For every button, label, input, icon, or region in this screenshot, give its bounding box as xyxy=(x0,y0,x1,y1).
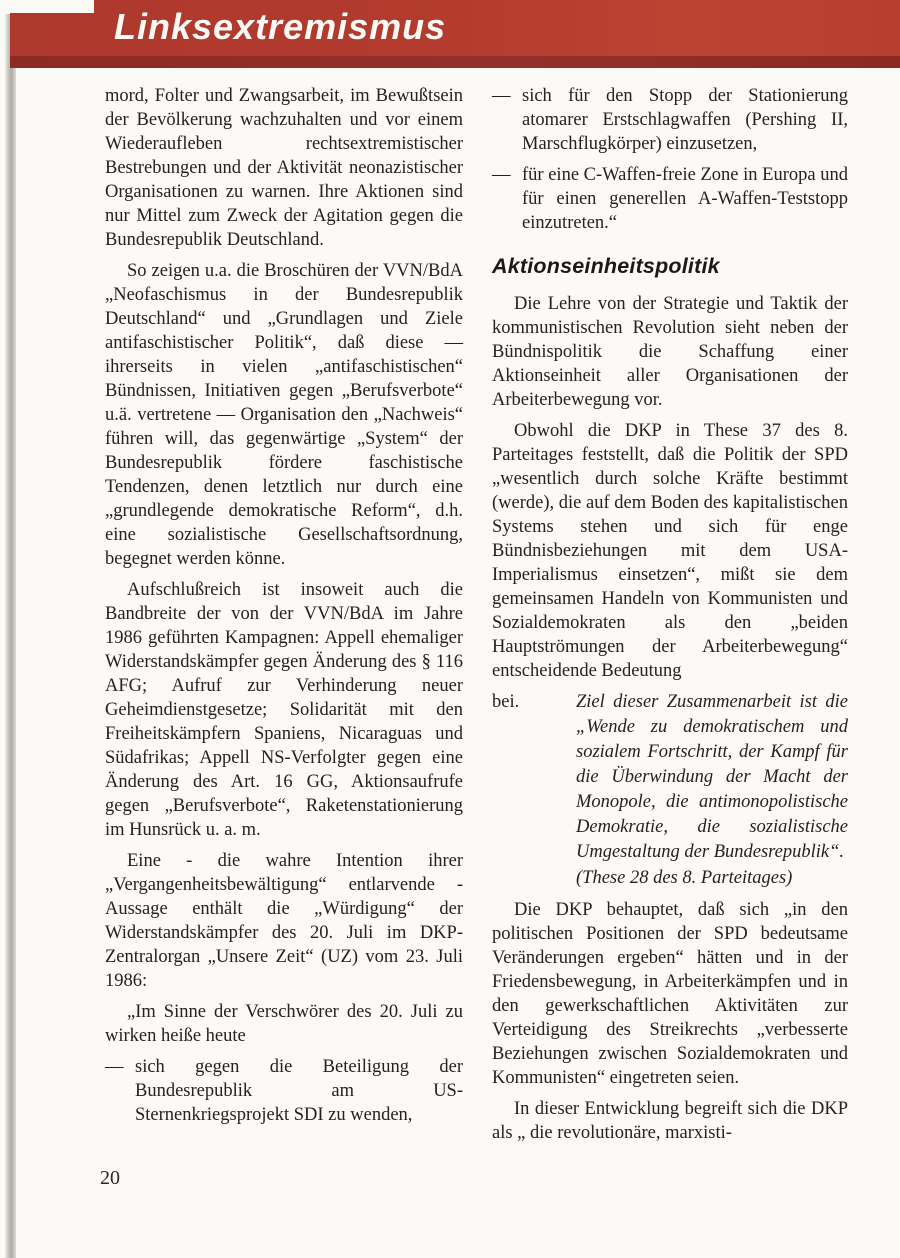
dash-icon: — xyxy=(105,1057,124,1077)
paragraph: Aufschlußreich ist insoweit auch die Bandbreite der von der VVN/BdA im Jahre 1986 geführten Kampagnen: Appell ehemaliger Widerstandskämpfer gegen Änderung des § 116 AFG; Aufruf zur Verhinderung neuer Geheimdienstgesetze; Solidarität mit den Freiheitskämpfern Spaniens, Nicaraguas und Südafrikas; Appell NS-Verfolgter gegen eine Änderung des Art. 16 GG, Aktionsaufrufe gegen „Berufsverbote“, Raketenstationierung im Hunsrück u. a. m. xyxy=(105,580,463,840)
page-title: Linksextremismus xyxy=(114,6,447,47)
paragraph: Obwohl die DKP in These 37 des 8. Parteitages feststellt, daß die Politik der SPD „wesentlich durch solche Kräfte bestimmt (werde), die auf dem Boden des kapitalistischen Systems stehen und sich für enge Bündnisbeziehungen mit dem USA-Imperialismus einsetzen“, mißt sie dem gemeinsamen Handeln von Kommunisten und Sozialdemokraten als den „beiden Hauptströmungen der Arbeiterbewegung“ entscheidende Bedeutung xyxy=(492,421,849,681)
dash-item-text: für eine C-Waffen-freie Zone in Europa und für einen generellen A-Waffen-Teststopp einzutreten.“ xyxy=(522,165,848,233)
dash-icon: — xyxy=(492,86,511,106)
book-spine-shadow xyxy=(5,14,16,1258)
dash-icon: — xyxy=(492,165,511,185)
dash-item xyxy=(105,1055,463,1127)
right-column xyxy=(492,84,848,1152)
paragraph: Die Lehre von der Strategie und Taktik der kommunistischen Revolution sieht neben der Bündnispolitik die Schaffung einer Aktionseinheit aller Organisationen der Arbeiterbewegung vor. xyxy=(492,294,848,410)
section-heading: Aktionseinheitspolitik xyxy=(492,254,720,278)
banner-underline xyxy=(10,56,900,68)
quote-row xyxy=(492,690,848,891)
quote-attribution: (These 28 des 8. Parteitages) xyxy=(576,868,793,888)
dash-item-text: sich für den Stopp der Stationierung atomarer Erstschlagwaffen (Pershing II, Marschflugkörper) einzusetzen, xyxy=(522,86,848,154)
quote-lead-word: bei. xyxy=(492,692,520,712)
paragraph: mord, Folter und Zwangsarbeit, im Bewußtsein der Bevölkerung wachzuhalten und vor einem Wiederaufleben rechtsextremistischer Bestrebungen und der Aktivität neonazistischer Organisationen zu warnen. Ihre Aktionen sind nur Mittel zum Zweck der Agitation gegen die Bundesrepublik Deutschland. xyxy=(105,86,463,250)
left-column xyxy=(105,84,463,1134)
dash-item-text: sich gegen die Beteiligung der Bundesrepublik am US-Sternenkriegsprojekt SDI zu wenden, xyxy=(135,1057,463,1125)
paragraph: „Im Sinne der Verschwörer des 20. Juli zu wirken heiße heute xyxy=(105,1002,463,1046)
dash-item xyxy=(492,163,848,235)
quote-text: Ziel dieser Zusammenarbeit ist die „Wende zu demokratischem und sozialem Fortschritt, der Kampf für die Überwindung der Macht der Monopole, die antimonopolistische Demokratie, die sozialistische Umgestaltung der Bundesrepublik“. xyxy=(576,692,848,862)
banner-corner-notch xyxy=(10,0,94,13)
paragraph: So zeigen u.a. die Broschüren der VVN/BdA „Neofaschismus in der Bundesrepublik Deutschland“ und „Grundlagen und Ziele antifaschistischer Politik“, daß diese — ihrerseits in vielen „antifaschistischen“ Bündnissen, Initiativen gegen „Berufsverbote“ u.ä. vertretene — Organisation den „Nachweis“ führen will, das gegenwärtige „System“ der Bundesrepublik fördere faschistische Tendenzen, denen letztlich nur durch eine „grundlegende demokratische Reform“, d.h. eine sozialistische Gesellschaftsordnung, begegnet werden könne. xyxy=(105,261,463,569)
paragraph: Eine - die wahre Intention ihrer „Vergangenheitsbewältigung“ entlarvende - Aussage enthält die „Würdigung“ der Widerstandskämpfer des 20. Juli im DKP-Zentralorgan „Unsere Zeit“ (UZ) vom 23. Juli 1986: xyxy=(105,851,463,991)
block-quote xyxy=(576,690,848,891)
dash-item xyxy=(492,84,848,156)
page-number: 20 xyxy=(100,1167,120,1189)
paragraph: Die DKP behauptet, daß sich „in den politischen Positionen der SPD bedeutsame Veränderungen ergeben“ hätten und in der Friedensbewegung, in Arbeiterkämpfen und in den gewerkschaftlichen Aktivitäten zur Verteidigung des Streikrechts „verbesserte Beziehungen zwischen Sozialdemokraten und Kommunisten“ eingetreten seien. xyxy=(492,900,848,1088)
paragraph: In dieser Entwicklung begreift sich die DKP als „ die revolutionäre, marxisti- xyxy=(492,1099,848,1143)
